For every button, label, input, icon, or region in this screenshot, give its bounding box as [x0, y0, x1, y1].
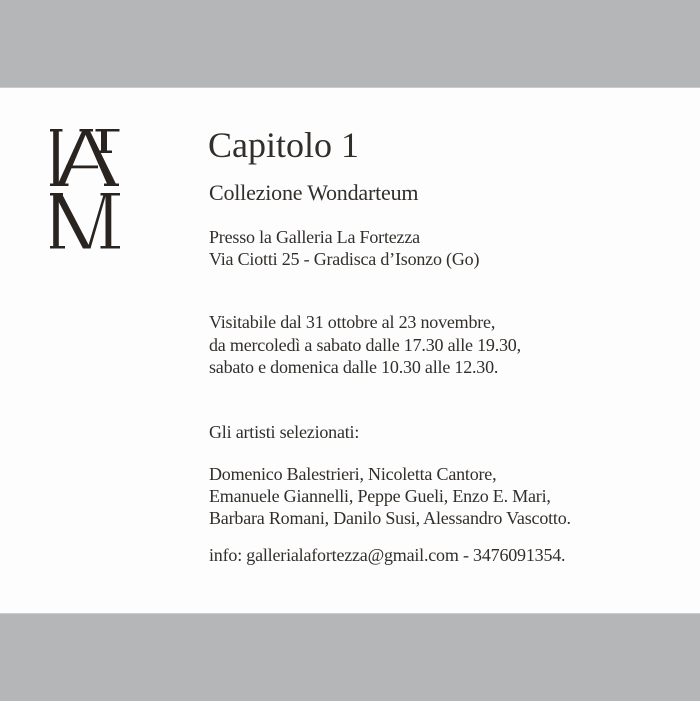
artists-line: Domenico Balestrieri, Nicoletta Cantore, — [209, 464, 497, 484]
artists-line: Emanuele Giannelli, Peppe Gueli, Enzo E. Mari, — [209, 486, 551, 506]
artists-line: Barbara Romani, Danilo Susi, Alessandro Vascotto. — [209, 508, 571, 528]
collection-subtitle: Collezione Wondarteum — [209, 180, 419, 205]
venue-address-line: Via Ciotti 25 - Gradisca d’Isonzo (Go) — [209, 249, 480, 269]
venue-line: Presso la Galleria La Fortezza — [209, 227, 420, 247]
schedule-line: sabato e domenica dalle 10.30 alle 12.30. — [209, 357, 499, 377]
contact-line: info: gallerialafortezza@gmail.com - 3476091354. — [209, 545, 566, 565]
schedule-line: Visitabile dal 31 ottobre al 23 novembre, — [209, 312, 496, 332]
artists-heading: Gli artisti selezionati: — [209, 422, 360, 442]
schedule-block — [209, 311, 521, 379]
venue-block — [209, 226, 479, 270]
artists-block — [209, 463, 571, 529]
page-title: Capitolo 1 — [208, 125, 359, 165]
iam-monogram-icon — [50, 129, 120, 249]
invitation-card — [0, 88, 700, 614]
top-gray-band — [0, 0, 700, 88]
schedule-line: da mercoledì a sabato dalle 17.30 alle 19.30, — [209, 334, 521, 355]
bottom-gray-band — [0, 613, 700, 701]
